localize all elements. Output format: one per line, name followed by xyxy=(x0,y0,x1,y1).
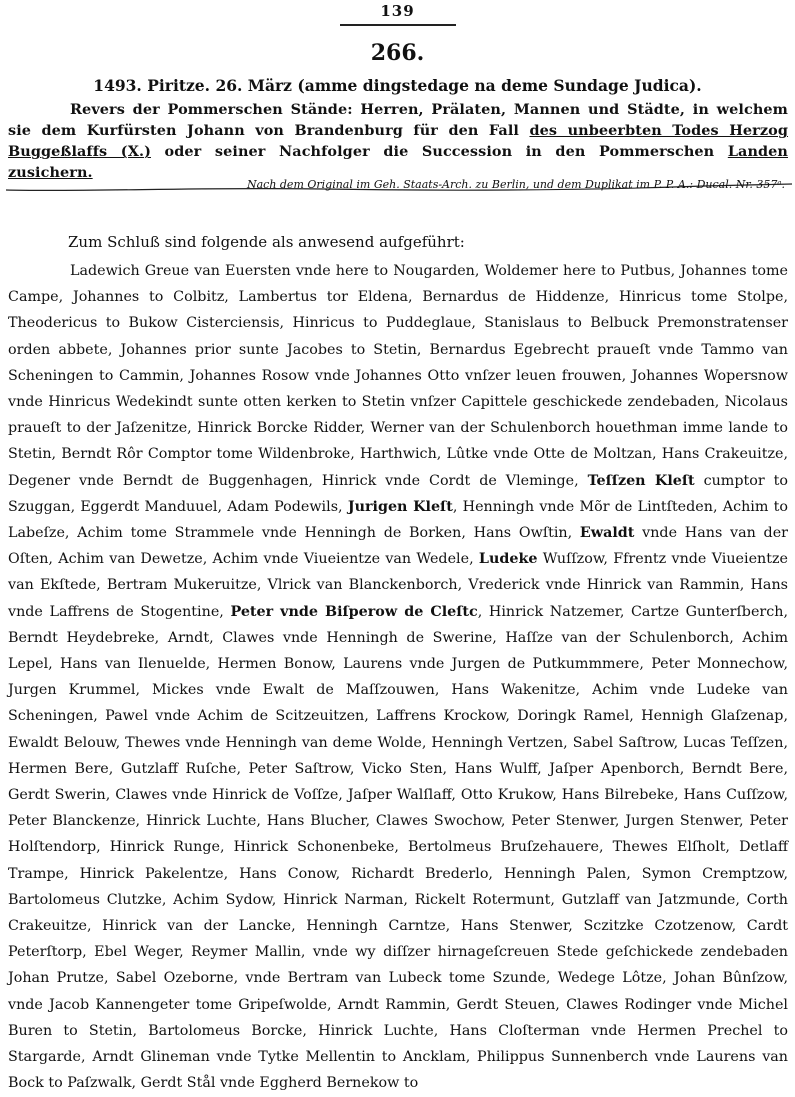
witness-name-bold: Ewaldt xyxy=(579,525,635,542)
header-rule xyxy=(340,24,456,26)
witness-text: cumptor to Szuggan, Eggerdt Manduuel, Adam Podewils, xyxy=(8,472,788,515)
witness-text: , Henningh vnde Mõr de Lintſteden, Achim to Labeſze, Achim tome Strammele vnde Henningh de Borken, Hans Owſtin, xyxy=(8,498,789,542)
witness-text: Wuſſzow, Ffrentz vnde Viueientze van Ekſtede, Bertram Mukeruitze, Vlrick van Blanckenborch, Vrederick vnde Hinrick van Rammin, Hans vnde Laffrens de Stogentine, xyxy=(8,551,788,620)
dateline: 1493. Piritze. 26. März (amme dingstedage na deme Sundage Judica). xyxy=(93,76,702,95)
witness-name-bold: Ludeke xyxy=(478,551,538,568)
regest-underlined-2: Landen zusichern. xyxy=(8,143,788,181)
regest-summary xyxy=(8,99,788,183)
document-number: 266. xyxy=(370,40,425,66)
regest-underlined-1: des unbeerbten Todes Herzog Buggeßlaffs (X.) xyxy=(8,122,789,160)
witness-text: vnde Hans van der Oſten, Achim van Dewetze, Achim vnde Viueientze van Wedele, xyxy=(8,525,788,568)
witness-text: Ladewich Greue van Euersten vnde here to Nougarden, Woldemer here to Putbus, Johannes tome Campe, Johannes to Colbitz, Lambertus tor Eldena, Bernardus de Hiddenze, Hinricus tome Stolpe, Theodericus to Bukow Cisterciensis, Hinricus to Puddeglaue, Stanislaus to Belbuck Premonstratenser orden abbete, Johannes prior sunte Jacobes to Stetin, Bernardus Egebrecht praueſt vnde Tammo van Scheningen to Cammin, Johannes Rosow vnde Johannes Otto vnſzer leuen frouwen, Johannes Wopersnow vnde Hinricus Wedekindt sunte otten kerken to Stetin vnſzer Capittele geschickede zendebaden, Nicolaus praueſt to der Jaſzenitze, Hinrick Borcke Ridder, Werner van der Schulenborch houethman imme lande to Stetin, Berndt Rôr Comptor tome Wildenbroke, Harthwich, Lûtke vnde Otte de Moltzan, Hans Crakeuitze, Degener vnde Berndt de Buggenhagen, Hinrick vnde Cordt de Vleminge, xyxy=(8,263,788,489)
witness-name-bold: Jurigen Kleſt xyxy=(347,498,453,515)
page-number: 139 xyxy=(380,2,415,20)
regest-text-2: oder seiner Nachfolger die Succession in den Pommerschen xyxy=(150,143,728,160)
witness-list xyxy=(8,258,788,1097)
source-note: Nach dem Original im Geh. Staats-Arch. zu Berlin, und dem Duplikat im P. P. A.: Ducal. Nr. 357ᵃ. xyxy=(246,178,785,191)
witness-name-bold: Teſſzen Kleſt xyxy=(587,472,695,489)
witness-name-bold: Peter vnde Biſperow de Cleſtc xyxy=(230,603,478,620)
witness-text: , Hinrick Natzemer, Cartze Gunterſberch, Berndt Heydebreke, Arndt, Clawes vnde Henningh de Swerine, Haſſze van der Schulenborch, Achim Lepel, Hans van Ilenuelde, Hermen Bonow, Laurens vnde Jurgen de Putkummmere, Peter Monnechow, Jurgen Krummel, Mickes vnde Ewalt de Maſſzouwen, Hans Wakenitze, Achim vnde Ludeke van Scheningen, Pawel vnde Achim de Scitzeuitzen, Laffrens Krockow, Doringk Ramel, Hennigh Glaſzenap, Ewaldt Belouw, Thewes vnde Henningh van deme Wolde, Henningh Vertzen, Sabel Saſtrow, Lucas Teſſzen, Hermen Bere, Gutzlaff Ruſche, Peter Saſtrow, Vicko Sten, Hans Wulff, Jaſper Apenborch, Berndt Bere, Gerdt Swerin, Clawes vnde Hinrick de Voſſze, Jaſper Walſlaff, Otto Krukow, Hans Bilrebeke, Hans Cuſſzow, Peter Blanckenze, Hinrick Luchte, Hans Blucher, Clawes Swochow, Peter Stenwer, Jurgen Stenwer, Peter Holſtendorp, Hinrick Runge, Hinrick Schonenbeke, Bertolmeus Bruſzehauere, Thewes Elſholt, Detlaff Trampe, Hinrick Pakelentze, Hans Conow, Richardt Brederlo, Henningh Palen, Symon Cremptzow, Bartolomeus Clutzke, Achim Sydow, Hinrick Narman, Rickelt Rotermunt, Gutzlaff van Jatzmunde, Corth Crakeuitze, Hinrick van der Lancke, Henningh Carntze, Hans Stenwer, Sczitzke Czotzenow, Cardt Peterſtorp, Ebel Weger, Reymer Mallin, vnde wy diſſzer hirnageſcreuen Stede geſchickede zendebaden Johan Prutze, Sabel Ozeborne, vnde Bertram van Lubeck tome Szunde, Wedege Lôtze, Johan Bûnſzow, vnde Jacob Kannengeter tome Gripeſwolde, Arndt Rammin, Gerdt Steuen, Clawes Rodinger vnde Michel Buren to Stetin, Bartolomeus Borcke, Hinrick Luchte, Hans Cloſterman vnde Hermen Prechel to Stargarde, Arndt Glineman vnde Tytke Mellentin to Ancklam, Philippus Sunnenberch vnde Laurens van Bock to Paſzwalk, Gerdt Stål vnde Eggherd Bernekow to xyxy=(8,603,789,1092)
intro-line: Zum Schluß sind folgende als anwesend aufgeführt: xyxy=(68,233,465,251)
regest-text-1: Revers der Pommerschen Stände: Herren, Prälaten, Mannen und Städte, in welchem sie dem Kurfürsten Johann von Brandenburg für den Fall xyxy=(8,101,788,139)
